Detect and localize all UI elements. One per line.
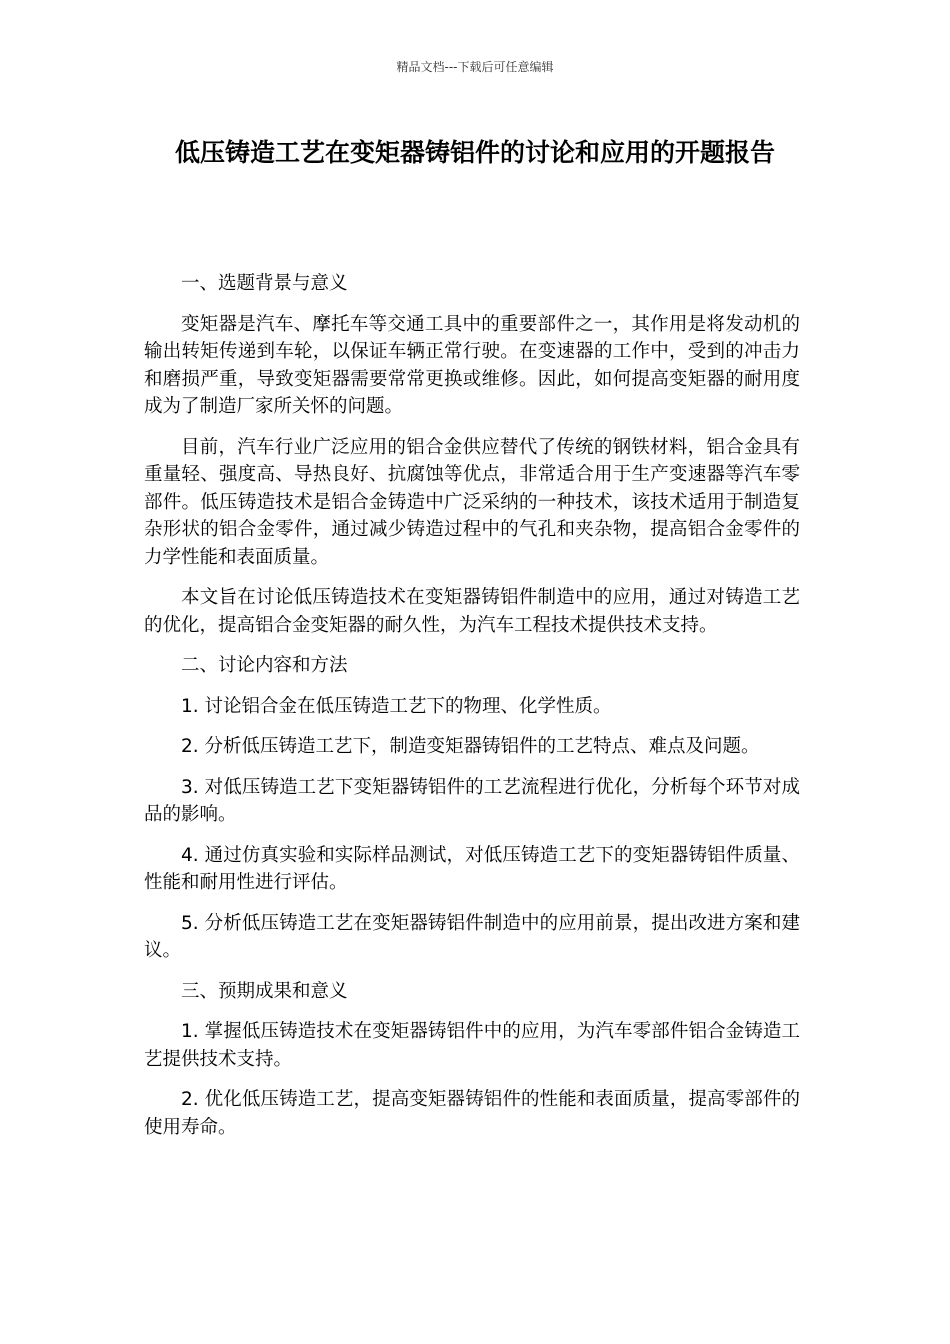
list-item: 5. 分析低压铸造工艺在变矩器铸铝件制造中的应用前景，提出改进方案和建议。 (144, 912, 800, 961)
list-item: 1. 讨论铝合金在低压铸造工艺下的物理、化学性质。 (181, 695, 612, 717)
paragraph: 本文旨在讨论低压铸造技术在变矩器铸铝件制造中的应用，通过对铸造工艺的优化，提高铝合金变矩器的耐久性，为汽车工程技术提供技术支持。 (144, 587, 800, 636)
section-heading-content-methods: 二、讨论内容和方法 (181, 655, 348, 676)
paragraph: 变矩器是汽车、摩托车等交通工具中的重要部件之一，其作用是将发动机的输出转矩传递到车轮，以保证车辆正常行驶。在变速器的工作中，受到的冲击力和磨损严重，导致变矩器需要常常更换或维修。因此，如何提高变矩器的耐用度成为了制造厂家所关怀的问题。 (144, 313, 800, 417)
list-item: 1. 掌握低压铸造技术在变矩器铸铝件中的应用，为汽车零部件铝合金铸造工艺提供技术支持。 (144, 1021, 800, 1070)
section-heading-expected-results: 三、预期成果和意义 (181, 980, 348, 1002)
list-item: 4. 通过仿真实验和实际样品测试，对低压铸造工艺下的变矩器铸铝件质量、性能和耐用性进行评估。 (144, 844, 800, 893)
list-item: 3. 对低压铸造工艺下变矩器铸铝件的工艺流程进行优化，分析每个环节对成品的影响。 (144, 776, 800, 825)
list-item: 2. 优化低压铸造工艺，提高变矩器铸铝件的性能和表面质量，提高零部件的使用寿命。 (144, 1089, 800, 1138)
document-title: 低压铸造工艺在变矩器铸铝件的讨论和应用的开题报告 (174, 138, 775, 167)
paragraph: 目前，汽车行业广泛应用的铝合金供应替代了传统的钢铁材料，铝合金具有重量轻、强度高、导热良好、抗腐蚀等优点，非常适合用于生产变速器等汽车零部件。低压铸造技术是铝合金铸造中广泛采纳的一种技术，该技术适用于制造复杂形状的铝合金零件，通过减少铸造过程中的气孔和夹杂物，提高铝合金零件的力学性能和表面质量。 (144, 436, 800, 568)
section-heading-background: 一、选题背景与意义 (181, 273, 348, 294)
header-note: 精品文档---下载后可任意编辑 (396, 60, 554, 74)
document-body (144, 270, 800, 1154)
list-item: 2. 分析低压铸造工艺下，制造变矩器铸铝件的工艺特点、难点及问题。 (181, 736, 760, 757)
